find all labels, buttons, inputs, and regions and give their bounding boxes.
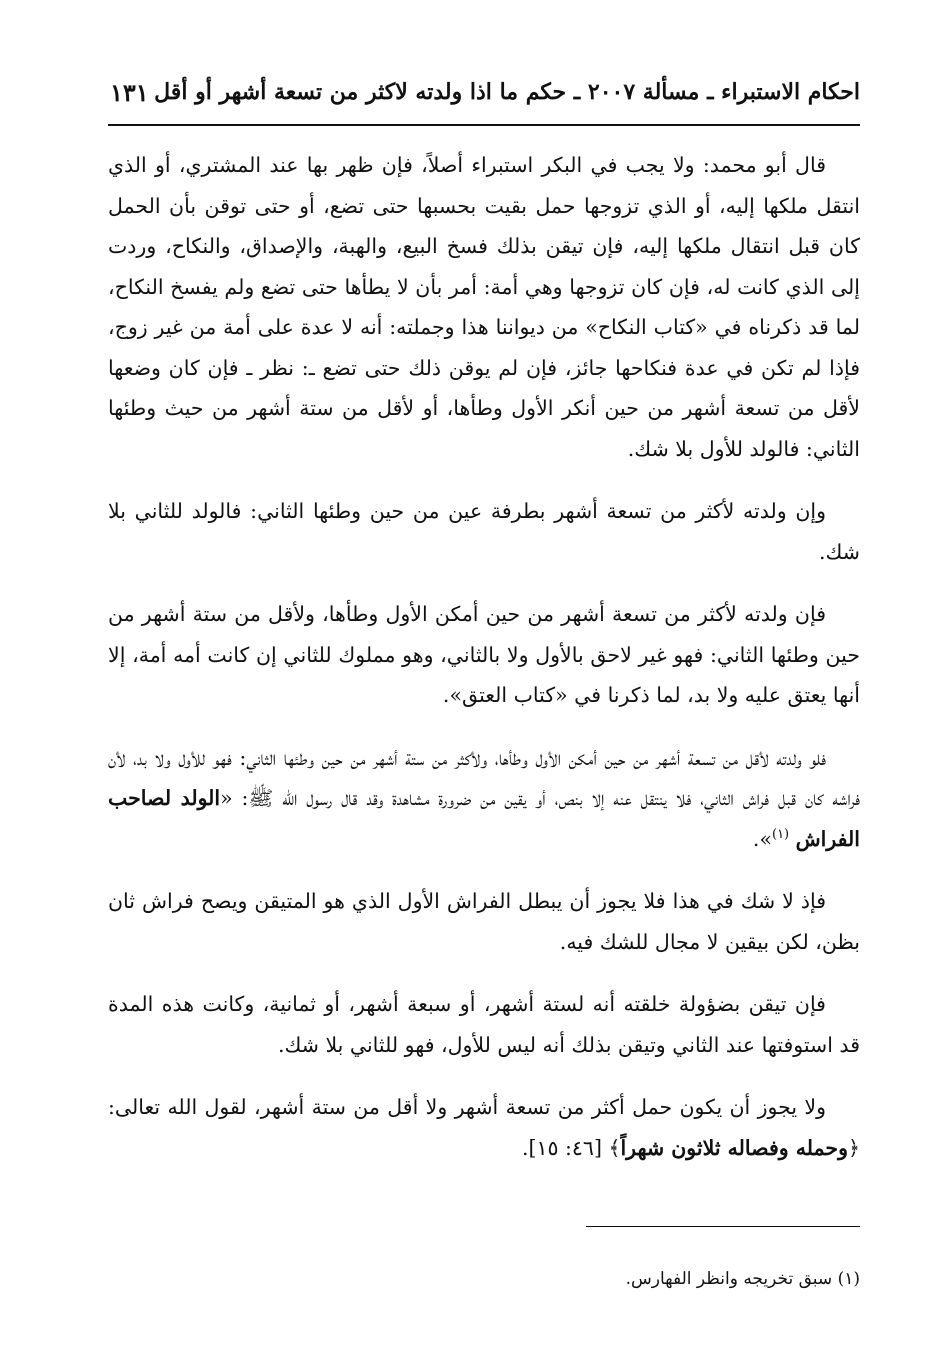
paragraph-4-end: ». (752, 826, 772, 851)
paragraph-5: فإذ لا شك في هذا فلا يجوز أن يبطل الفراش الأول الذي هو المتيقن ويصح فراش ثان بظن، لكن بيقين لا مجال للشك فيه. (108, 889, 860, 954)
page-header (110, 72, 860, 112)
paragraph-7 (108, 1087, 860, 1168)
paragraph-1: قال أبو محمد: ولا يجب في البكر استبراء أصلاً، فإن ظهر بها عند المشتري، أو الذي انتقل ملكها إليه، أو الذي تزوجها حمل بقيت بحسبها حتى تضع، أو حتى توقن بأن الحمل كان قبل انتقال ملكها إليه، فإن تيقن بذلك فسخ البيع، والهبة، والإصداق، والنكاح، وردت إلى الذي كانت له، فإن كان تزوجها وهي أمة: أمر بأن لا يطأها حتى تضع ولم يفسخ النكاح، لما قد ذكرناه في «كتاب النكاح» من ديواننا هذا وجملته: أنه لا عدة على أمة من غير زوج، فإذا لم تكن في عدة فنكاحها جائز، فإن لم يوقن ذلك حتى تضع ـ: نظر ـ فإن كان وضعها لأقل من تسعة أشهر من حين أنكر الأول وطأها، أو لأقل من ستة أشهر من حيث وطئها الثاني: فالولد للأول بلا شك. (108, 153, 860, 461)
quran-quote: وحمله وفصاله ثلاثون شهراً (620, 1135, 848, 1160)
footnote-divider (586, 1226, 860, 1227)
page-number: ١٣١ (110, 77, 149, 107)
verse-reference: ﴾ [٤٦: ١٥]. (521, 1135, 621, 1160)
main-text (108, 145, 860, 1190)
hadith-quote: الولد لصاحب الفراش (108, 786, 860, 851)
paragraph-2: وإن ولدته لأكثر من تسعة أشهر بطرفة عين من حين وطئها الثاني: فالولد للثاني بلا شك. (108, 499, 860, 564)
footnote: (١) سبق تخريجه وانظر الفهارس. (625, 1269, 860, 1289)
paragraph-6: فإن تيقن بضؤولة خلقته أنه لستة أشهر، أو سبعة أشهر، أو ثمانية، وكانت هذه المدة قد استوفتها عند الثاني وتيقن بذلك أنه ليس للأول، فهو للثاني بلا شك. (108, 992, 860, 1057)
footnote-reference: (١) (771, 826, 790, 842)
paragraph-4 (108, 738, 860, 860)
header-divider (108, 124, 860, 126)
paragraph-7-text: ولا يجوز أن يكون حمل أكثر من تسعة أشهر ولا أقل من ستة أشهر، لقول الله تعالى: ﴿ (108, 1095, 860, 1160)
running-title: احكام الاستبراء ـ مسألة ٢٠٠٧ ـ حكم ما اذا ولدته لاكثر من تسعة أشهر أو أقل (154, 79, 860, 105)
paragraph-3: فإن ولدته لأكثر من تسعة أشهر من حين أمكن الأول وطأها، ولأقل من ستة أشهر من حين وطئها الثاني: فهو غير لاحق بالأول ولا بالثاني، وهو مملوك للثاني إن كانت أمه أمة، إلا أنها يعتق عليه ولا بد، لما ذكرنا في «كتاب العتق». (108, 602, 860, 707)
paragraph-4-text: فلو ولدته لأقل من تسعة أشهر من حين أمكن الأول وطأها، ولأكثر من ستة أشهر من حين وطئها الثاني: فهو للأول ولا بد، لأن فراشه كان قبل فراش الثاني، فلا ينتقل عنه إلا بنص، أو يقين من ضرورة مشاهدة وقد قال رسول الله ﷺ: « (108, 745, 860, 810)
